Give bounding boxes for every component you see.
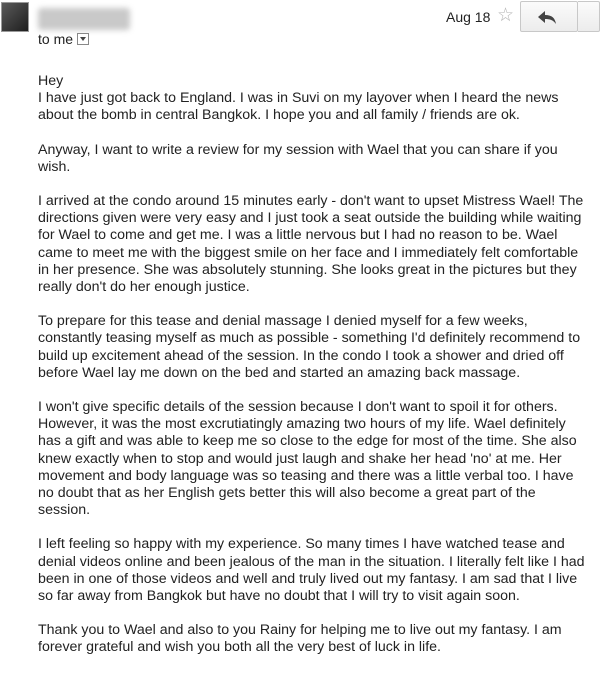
sender-avatar[interactable] <box>1 2 29 32</box>
paragraph: I have just got back to England. I was in Suvi on my layover when I heard the news about the bomb in central Bangkok. I hope you and all family / friends are ok. <box>38 90 559 124</box>
reply-button[interactable] <box>520 1 578 32</box>
paragraph: Thank you to Wael and also to you Rainy for helping me to live out my fantasy. I am forever grateful and wish you both all the very best of luck in life. <box>38 622 562 656</box>
message-header <box>0 0 600 56</box>
recipient-line <box>38 31 89 47</box>
greeting: Hey <box>38 73 64 89</box>
paragraph: I arrived at the condo around 15 minutes early - don't want to upset Mistress Wael! The directions given were very easy and I just took a seat outside the building while waiting for Wael to come and get me. I was a little nervous but I had no reason to be. Wael came to meet me with the biggest smile on her face and I immediately felt comfortable in her presence. She was absolutely stunning. She looks great in the pictures but they really don't do her enough justice. <box>38 193 584 296</box>
sender-name-redacted[interactable] <box>38 8 130 30</box>
reply-arrow-icon <box>536 7 558 27</box>
more-actions-button[interactable] <box>578 1 600 32</box>
paragraph: To prepare for this tease and denial massage I denied myself for a few weeks, constantly teasing myself as much as possible - something I'd definitely recommend to build up excitement ahead of the session. In the condo I took a shower and dried off before Wael lay me down on the bed and started an amazing back massage. <box>38 313 581 381</box>
message-date: Aug 18 <box>446 9 491 25</box>
recipient-label: to me <box>38 31 74 47</box>
paragraph: Anyway, I want to write a review for my session with Wael that you can share if you wish. <box>38 141 558 175</box>
paragraph: I won't give specific details of the session because I don't want to spoil it for others. However, it was the most excrutiatingly amazing two hours of my life. Wael definitely has a gift and was able to keep me so close to the edge for most of the time. She also knew exactly when to stop and would just laugh and shake her head 'no' at me. Her movement and body language was so teasing and there was a little verbal too. I have no doubt that as her English gets better this will also become a great part of the session. <box>38 399 577 519</box>
recipient-details-dropdown-icon[interactable] <box>77 33 89 45</box>
paragraph: I left feeling so happy with my experience. So many times I have watched tease and denial videos online and been jealous of the man in the situation. I literally felt like I had been in one of those videos and well and truly lived out my fantasy. I am sad that I live so far away from Bangkok but have no doubt that I will try to visit again soon. <box>38 536 585 605</box>
star-icon[interactable]: ☆ <box>497 4 515 26</box>
message-body <box>38 73 588 674</box>
